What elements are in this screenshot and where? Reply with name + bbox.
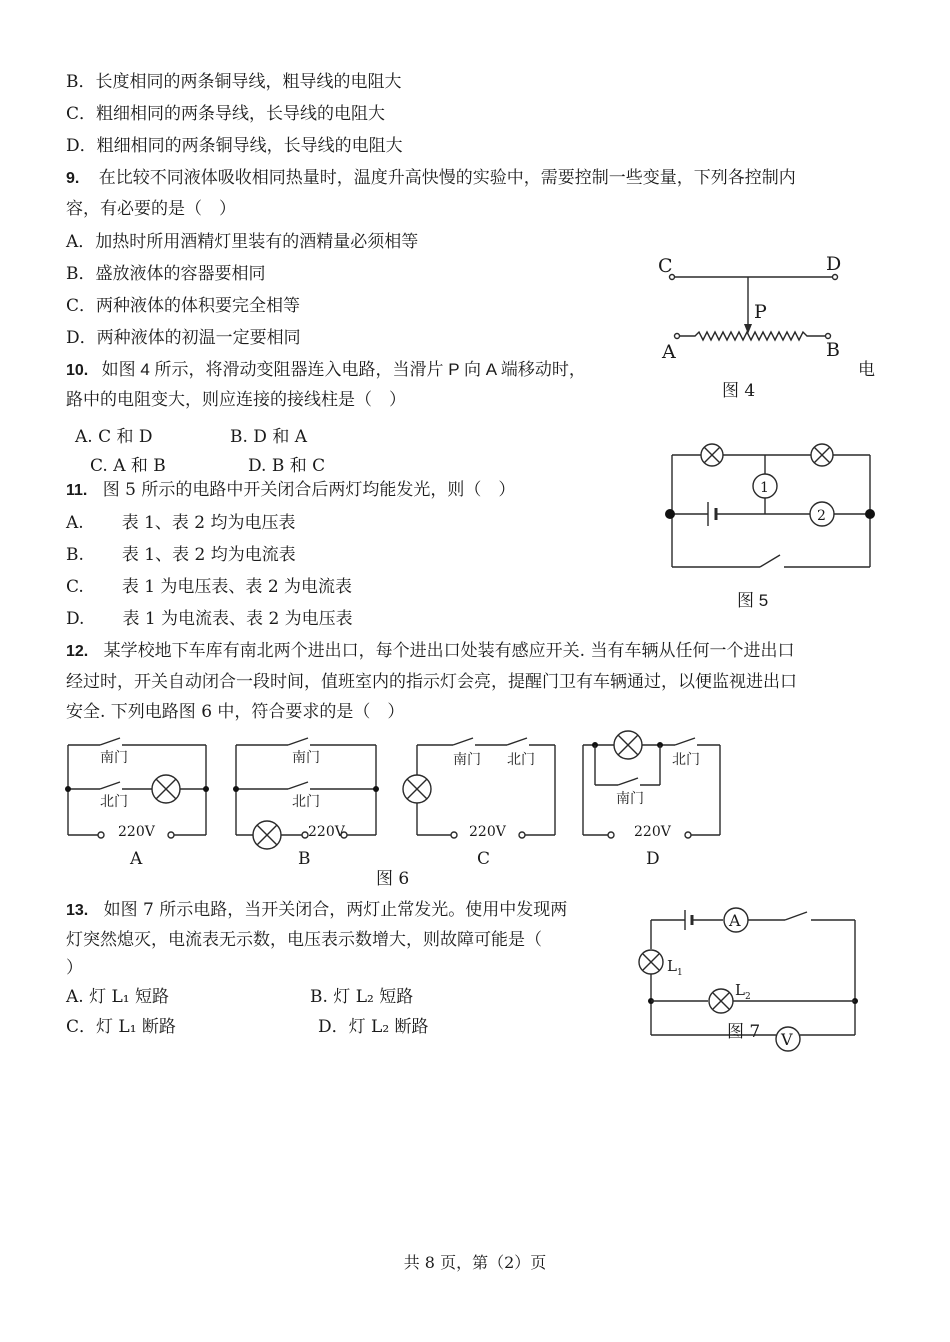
q9-option-d: D．两种液体的初温一定要相同: [66, 328, 301, 348]
q9-stem-line1: [66, 166, 796, 191]
fig5-meter-1-label: 1: [760, 480, 769, 496]
fig6-c-north: 北门: [507, 752, 535, 768]
fig7-ammeter-label: A: [729, 911, 741, 930]
fig6-b-south: 南门: [292, 750, 320, 766]
q11-option-b-text: 表 1、表 2 均为电流表: [121, 545, 296, 565]
figure-4-rheostat: [650, 250, 870, 410]
q11-option-b-key: B.: [66, 545, 84, 565]
fig4-terminal-b: B: [826, 339, 840, 361]
q12-stem-line2: 经过时，开关自动闭合一段时间，值班室内的指示灯会亮，提醒门卫有车辆通过，以便监视进出口: [66, 672, 797, 692]
page-footer: 共 8 页，第（2）页: [403, 1253, 547, 1272]
fig6-d-south: 南门: [616, 791, 644, 807]
fig7-l2-sub: 2: [745, 992, 751, 1002]
q11-option-d: [66, 607, 353, 631]
fig4-slider-p: P: [754, 301, 767, 323]
fig6-circuit-c: [403, 738, 555, 869]
q13-option-c: C．灯 L₁ 断路: [66, 1017, 176, 1037]
q12-number: 12.: [66, 643, 89, 660]
q12-stem-line3: 安全. 下列电路图 6 中，符合要求的是（ ）: [66, 702, 405, 722]
q13-stem-line2: 灯突然熄灭，电流表无示数，电压表示数增大，则故障可能是（: [66, 930, 542, 950]
fig5-meter-2-label: 2: [817, 508, 826, 524]
q13-option-a: A. 灯 L₁ 短路: [66, 987, 169, 1007]
q11-option-a-key: A.: [66, 513, 84, 533]
q11-stem: [66, 478, 515, 503]
q11-option-d-key: D.: [66, 609, 85, 629]
q8-option-d: D．粗细相同的两条铜导线，长导线的电阻大: [66, 136, 403, 156]
q13-stem-line1: [66, 898, 567, 923]
fig6-b-voltage: 220V: [308, 824, 345, 840]
q11-option-b: [66, 543, 296, 567]
q10-option-c: C. A 和 B: [90, 456, 166, 476]
fig6-c-voltage: 220V: [469, 824, 506, 840]
q11-option-c: [66, 575, 352, 599]
q11-option-a-text: 表 1、表 2 均为电压表: [121, 513, 296, 533]
fig6-label-d: D: [646, 849, 660, 869]
fig6-a-voltage: 220V: [118, 824, 155, 840]
fig6-circuit-b: [233, 738, 379, 869]
fig5-node-left: [665, 509, 675, 519]
fig7-voltmeter-label: V: [781, 1030, 793, 1049]
fig7-switch: [785, 912, 807, 920]
q8-option-b: B．长度相同的两条铜导线，粗导线的电阻大: [66, 72, 402, 92]
fig4-resistor-coil: [680, 332, 825, 340]
q8-option-c: C．粗细相同的两条导线，长导线的电阻大: [66, 104, 386, 124]
fig6-c-south: 南门: [453, 752, 481, 768]
fig7-caption: 图 7: [727, 1022, 761, 1042]
q10-stem-text1: 如图 4 所示，将滑动变阻器连入电路，当滑片 P 向 A 端移动时，: [101, 360, 586, 379]
fig5-lamp-left: [701, 444, 723, 466]
fig4-caption: 图 4: [722, 381, 756, 401]
fig6-circuit-a: [65, 738, 209, 869]
q12-stem-line1: [66, 639, 794, 664]
q10-stem-line2: 路中的电阻变大，则应连接的接线柱是（ ）: [66, 390, 406, 410]
q9-stem-line2: 容，有必要的是（ ）: [66, 199, 236, 219]
q10-option-a: A. C 和 D: [75, 427, 153, 447]
fig6-a-south: 南门: [100, 750, 128, 766]
fig6-d-north: 北门: [672, 752, 700, 768]
q9-number: 9.: [66, 170, 80, 187]
q13-number: 13.: [66, 902, 89, 919]
fig4-terminal-d: D: [826, 253, 842, 275]
fig7-l1-label: L: [667, 957, 677, 975]
fig6-label-b: B: [298, 849, 311, 869]
q13-stem-text1: 如图 7 所示电路，当开关闭合，两灯止常发光。使用中发现两: [103, 900, 568, 920]
fig5-node-right: [865, 509, 875, 519]
q9-option-c: C．两种液体的体积要完全相等: [66, 296, 301, 316]
fig7-l1-sub: 1: [677, 968, 683, 978]
q11-option-d-text: 表 1 为电流表、表 2 为电压表: [122, 609, 353, 629]
fig5-lamp-right: [811, 444, 833, 466]
fig6-label-c: C: [477, 849, 491, 869]
q11-option-c-key: C.: [66, 577, 84, 597]
fig6-circuit-d: [583, 731, 720, 869]
q11-stem-text: 图 5 所示的电路中开关闭合后两灯均能发光，则（ ）: [102, 480, 516, 500]
fig6-b-north: 北门: [292, 794, 320, 810]
fig4-terminal-c: C: [658, 255, 673, 277]
q13-stem-line3: ）: [66, 958, 83, 978]
fig6-a-north: 北门: [100, 794, 128, 810]
q9-option-b: B．盛放液体的容器要相同: [66, 264, 266, 284]
q10-option-d: D. B 和 C: [248, 456, 326, 476]
q13-option-d: D．灯 L₂ 断路: [318, 1017, 429, 1037]
q11-number: 11.: [66, 482, 88, 499]
fig7-l2-label: L: [735, 981, 745, 999]
figure-5-circuit: [660, 440, 885, 620]
q13-option-b: B. 灯 L₂ 短路: [310, 987, 414, 1007]
fig6-caption: 图 6: [376, 869, 410, 889]
q10-number: 10.: [66, 362, 89, 379]
q9-option-a: A．加热时所用酒精灯里装有的酒精量必须相等: [66, 232, 419, 252]
fig6-d-voltage: 220V: [634, 824, 671, 840]
q12-stem-text1: 某学校地下车库有南北两个进出口，每个进出口处装有感应开关. 当有车辆从任何一个进出口: [103, 641, 795, 661]
q10-stem-line1: [66, 358, 586, 383]
q10-stem-end: 电: [858, 360, 875, 380]
fig5-switch: [760, 555, 780, 567]
figure-6-circuits: [60, 730, 740, 890]
fig6-label-a: A: [130, 849, 143, 869]
fig4-terminal-a: A: [662, 341, 676, 363]
q11-option-c-text: 表 1 为电压表、表 2 为电流表: [121, 577, 353, 597]
fig5-caption: 图 5: [737, 591, 769, 610]
q11-option-a: [66, 511, 296, 535]
q10-option-b: B. D 和 A: [230, 427, 308, 447]
q9-stem-text1: 在比较不同液体吸收相同热量时，温度升高快慢的实验中，需要控制一些变量，下列各控制内: [98, 168, 796, 188]
figure-7-circuit: [635, 905, 875, 1055]
